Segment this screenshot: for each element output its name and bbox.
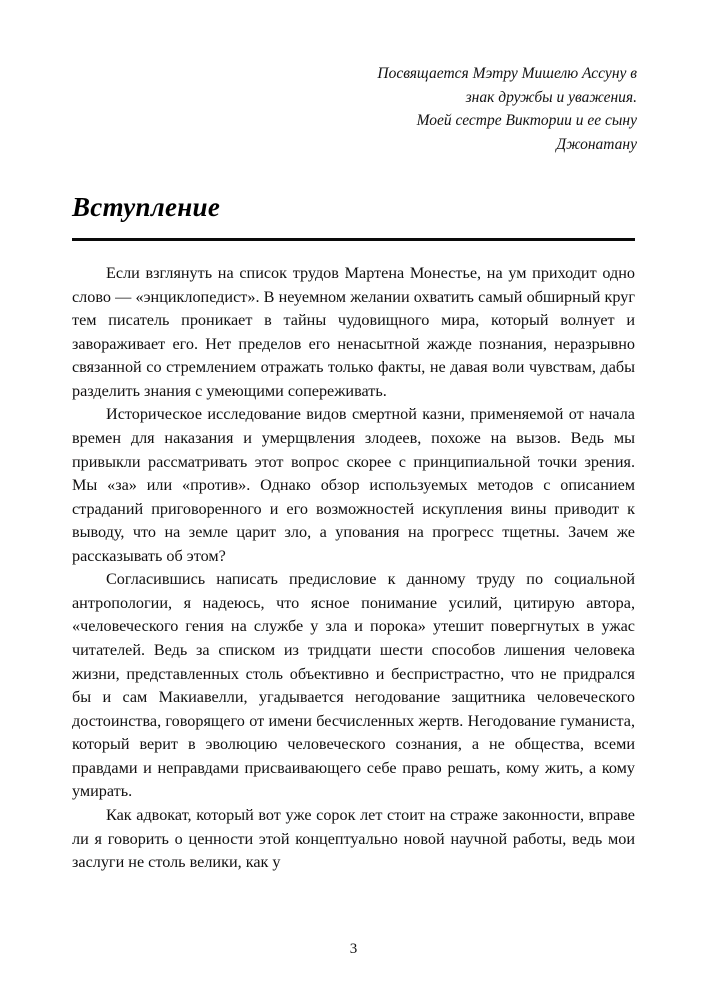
paragraph: Согласившись написать предисловие к данному труду по социальной антропологии, я надеюсь, что ясное понимание усилий, цитирую автора, «человеческого гения на службе у зла и порока» утешит повергнутых в ужас читателей. Ведь за списком из тридцати шести способов лишения человека жизни, представленных столь объективно и беспристрастно, что не придрался бы и сам Макиавелли, угадывается негодование защитника человеческого достоинства, говорящего от имени бесчисленных жертв. Негодование гуманиста, который верит в эволюцию человеческого сознания, а не общества, всеми правдами и неправдами присваивающего себе право решать, кому жить, а кому умирать.: [72, 570, 635, 801]
chapter-title: Вступление: [72, 192, 221, 222]
title-divider: [72, 238, 635, 241]
paragraph: Если взглянуть на список трудов Мартена Монестье, на ум приходит одно слово — «энциклопедист». В неуемном желании охватить самый обширный круг тем писатель проникает в тайны чудовищного мира, который волнует и завораживает его. Нет пределов его ненасытной жажде познания, неразрывно связанной со стремлением отражать только факты, не давая воли чувствам, дабы разделить знания с умеющими сопереживать.: [72, 264, 635, 400]
dedication-line-2: знак дружбы и уважения.: [465, 88, 637, 106]
paragraph: Как адвокат, который вот уже сорок лет стоит на страже законности, вправе ли я говорить о ценности этой концептуально новой научной работы, ведь мои заслуги не столь велики, как у: [72, 805, 635, 872]
dedication-block: [297, 62, 637, 156]
body-text: [72, 262, 635, 875]
dedication-line-4: Джонатану: [556, 135, 637, 153]
paragraph: Историческое исследование видов смертной казни, применяемой от начала времен для наказания и умерщвления злодеев, похоже на вызов. Ведь мы привыкли рассматривать этот вопрос скорее с принципиальной точки зрения. Мы «за» или «против». Однако обзор используемых методов с описанием страданий приговоренного и его возможностей искупления вины приводит к выводу, что на земле царит зло, а упования на прогресс тщетны. Зачем же рассказывать об этом?: [72, 405, 635, 565]
page-number: 3: [349, 941, 358, 957]
dedication-line-1: Посвящается Мэтру Мишелю Ассуну в: [377, 65, 637, 82]
dedication-line-3: Моей сестре Виктории и ее сыну: [416, 112, 637, 130]
